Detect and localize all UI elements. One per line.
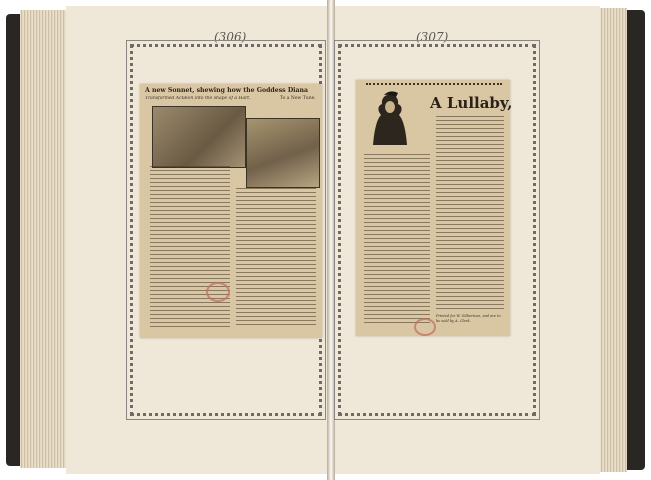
right-page-edges (597, 8, 627, 472)
library-stamp (206, 282, 230, 302)
left-broadside-sheet (140, 84, 322, 338)
woodcut-actaeon-scene (152, 106, 246, 168)
right-ballad-imprint: Printed for W. Gilbertson, and are to be sold by A. Clark. (436, 314, 501, 323)
right-ballad-text-column-1 (364, 154, 430, 326)
left-page-number: (306) (214, 30, 247, 44)
book-gutter (327, 0, 335, 480)
left-page-edges (20, 10, 70, 468)
left-ballad-subtitle: Transformed Actæon into the shape of a Hart. (145, 96, 251, 101)
woodcut-hart (246, 118, 320, 188)
right-ballad-text-column-2 (436, 116, 504, 312)
left-ballad-text-column-2 (236, 188, 316, 328)
left-ballad-text-column-1 (150, 166, 230, 328)
library-stamp (414, 318, 436, 336)
left-ballad-title: A new Sonnet, shewing how the Goddess Diana (145, 87, 309, 94)
left-ballad-tune: To a New Tune. (280, 96, 316, 101)
right-ballad-title: A Lullaby, (430, 94, 513, 112)
woodcut-lady-portrait (370, 88, 410, 148)
right-broadside-sheet (356, 80, 513, 336)
right-page-number: (307) (416, 30, 449, 44)
